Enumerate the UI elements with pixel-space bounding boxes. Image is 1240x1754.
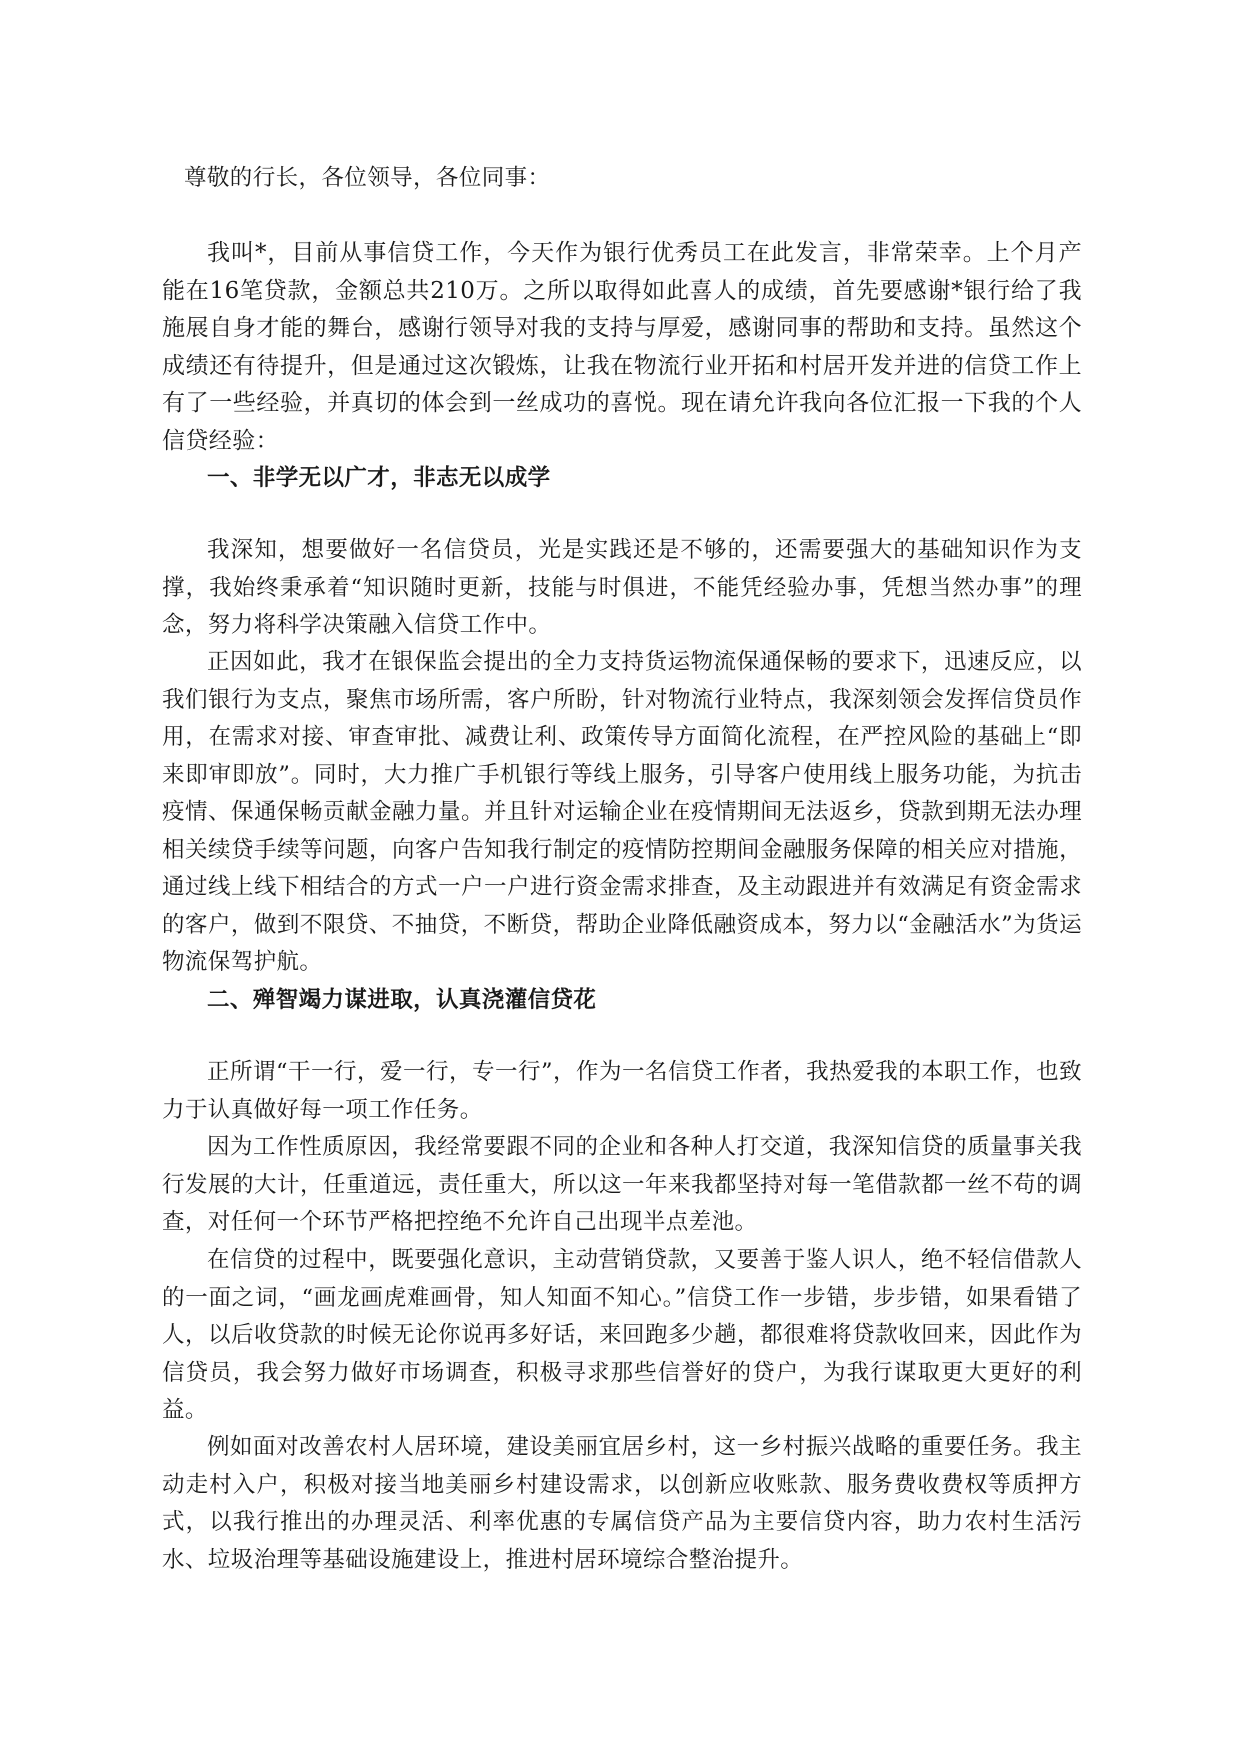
- paragraph-logistics: 正因如此，我才在银保监会提出的全力支持货运物流保通保畅的要求下，迅速反应，以我们银行为支点，聚焦市场所需，客户所盼，针对物流行业特点，我深刻领会发挥信贷员作用，在需求对接、审查审批、减费让利、政策传导方面简化流程，在严控风险的基础上“即来即审即放”。同时，大力推广手机银行等线上服务，引导客户使用线上服务功能，为抗击疫情、保通保畅贡献金融力量。并且针对运输企业在疫情期间无法返乡，贷款到期无法办理相关续贷手续等问题，向客户告知我行制定的疫情防控期间金融服务保障的相关应对措施，通过线上线下相结合的方式一户一户进行资金需求排查，及主动跟进并有效满足有资金需求的客户，做到不限贷、不抽贷，不断贷，帮助企业降低融资成本，努力以“金融活水”为货运物流保驾护航。: [162, 649, 1082, 975]
- section-heading-1: 一、非学无以广才，非志无以成学: [207, 465, 551, 491]
- salutation: 尊敬的行长，各位领导，各位同事：: [184, 165, 551, 191]
- paragraph-intro: 我叫*，目前从事信贷工作，今天作为银行优秀员工在此发言，非常荣幸。上个月产能在16笔贷款，金额总共210万。之所以取得如此喜人的成绩，首先要感谢*银行给了我施展自身才能的舞台，感谢行领导对我的支持与厚爱，感谢同事的帮助和支持。虽然这个成绩还有待提升，但是通过这次锻炼，让我在物流行业开拓和村居开发并进的信贷工作上有了一些经验，并真切的体会到一丝成功的喜悦。现在请允许我向各位汇报一下我的个人信贷经验：: [162, 240, 1082, 454]
- paragraph-dedication: 正所谓“干一行，爱一行，专一行”，作为一名信贷工作者，我热爱我的本职工作，也致力于认真做好每一项工作任务。: [162, 1059, 1082, 1123]
- paragraph-knowledge: 我深知，想要做好一名信贷员，光是实践还是不够的，还需要强大的基础知识作为支撑，我始终秉承着“知识随时更新，技能与时俱进，不能凭经验办事，凭想当然办事”的理念，努力将科学决策融入信贷工作中。: [162, 537, 1082, 638]
- paragraph-credit-process: 在信贷的过程中，既要强化意识，主动营销贷款，又要善于鉴人识人，绝不轻信借款人的一面之词，“画龙画虎难画骨，知人知面不知心。”信贷工作一步错，步步错，如果看错了人，以后收贷款的时候无论你说再多好话，来回跑多少趟，都很难将贷款收回来，因此作为信贷员，我会努力做好市场调查，积极寻求那些信誉好的贷户，为我行谋取更大更好的利益。: [162, 1247, 1082, 1423]
- paragraph-rural: 例如面对改善农村人居环境，建设美丽宜居乡村，这一乡村振兴战略的重要任务。我主动走村入户，积极对接当地美丽乡村建设需求，以创新应收账款、服务费收费权等质押方式，以我行推出的办理灵活、利率优惠的专属信贷产品为主要信贷内容，助力农村生活污水、垃圾治理等基础设施建设上，推进村居环境综合整治提升。: [162, 1434, 1082, 1573]
- paragraph-quality: 因为工作性质原因，我经常要跟不同的企业和各种人打交道，我深知信贷的质量事关我行发展的大计，任重道远，责任重大，所以这一年来我都坚持对每一笔借款都一丝不苟的调查，对任何一个环节严格把控绝不允许自己出现半点差池。: [162, 1134, 1082, 1235]
- section-heading-2: 二、殚智竭力谋进取，认真浇灌信贷花: [207, 987, 597, 1013]
